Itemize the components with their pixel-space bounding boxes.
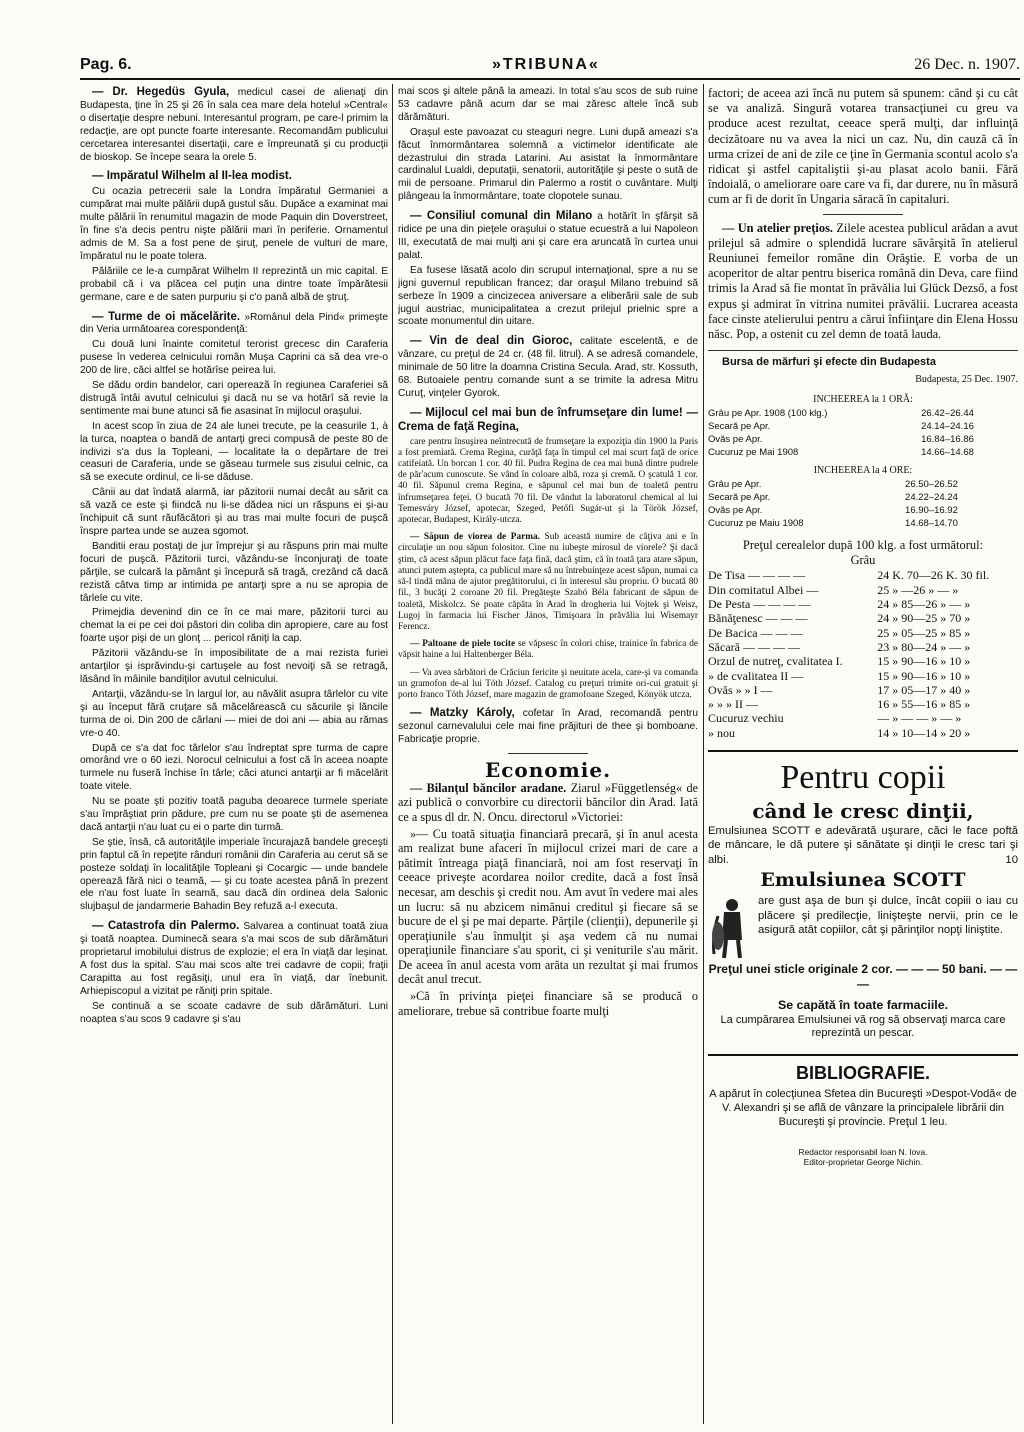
ad-description: are gust aşa de bun şi dulce, încât copiii o iau cu plăcere şi predilecţie, linişteşte nervii, prin ce le asigură atât copiilor, cât şi părinţilor nopţi liniştite. xyxy=(708,894,1018,937)
table-row: Secară pe Apr. 24.22–24.24 xyxy=(708,492,958,504)
imprint xyxy=(708,1147,1018,1167)
bursa-table-2 xyxy=(708,478,1018,530)
column-divider-2 xyxy=(703,84,704,1424)
article-turme: — Turme de oi măcelărite. »Românul dela Pind« primeşte din Veria următoarea corespondenţă: xyxy=(80,310,388,336)
turme-p2: Se dădu ordin bandelor, cari operează în regiunea Caraferiei să distrugă întâi avutul celnicului şi dacă nu se va hotărî să revie la sentimente mai bune atunci să fie asasinat în mijlocul oraşului. xyxy=(80,380,388,417)
bursa-close-2: INCHEEREA la 4 ORE: xyxy=(813,464,913,476)
bursa-table-1 xyxy=(708,407,1018,459)
bursa-close-1: INCHEEREA la 1 ORĂ: xyxy=(813,393,913,405)
column-3 xyxy=(708,86,1018,1426)
article-palermo: — Catastrofa din Palermo. Salvarea a continuat toată ziua şi toată noaptea. Duminecă seara s'a mai scos de sub dărămături proprietarul imobilului distrus de explozie; el era în viaţă dar leşinat. A fost dus la spital. S'au mai scos alte trei cadavre de copii; fraţii Carapitta au fost regăsiţi, unul era în viaţă, dar înebunit. Arhiepiscopul a vizitat pe răniţi prin spitale. xyxy=(80,920,388,997)
page-header xyxy=(80,56,1020,80)
ad-subtitle: când le cresc dinţii, xyxy=(752,799,974,824)
table-row: Săcară — — — — 23 » 80—24 » — » xyxy=(708,639,971,654)
article-crema: care pentru însuşirea neîntrecută de frumseţare la expoziţia din 1900 la Paris a fost premiată. Crema Regina, curăţă faţa în timpul cel mai scurt faţă de orice catifeiată. Un borcan 1 cor. 40 fil. Pudra Regina de cea mai bună dintre pudrele de păr'acum cunoscute. Se vând în coloare albă, roza şi cremă. O şcatulă 1 cor. 40 fil. Săpunul crema Regina, e săpunul cel mai bun de toaletă pentru înfrumseţarea feţei. O bucată 70 fil. De vândut la laboratorul chemical al lui Temesváry József, apotecar, Szeged, Petőfi Sugár-ut şi la Török József, apotecar, Budapest, Király-utcza. xyxy=(398,436,698,526)
article-craciun: — Va avea sărbători de Crăciun fericite şi neuitate acela, care-şi va comanda un gramofon de-al lui Tóth József. Catalog cu preţuri trimite ori-cui gratuit şi porto franco Tóth József, mare magazin de gramofoane Szeged, Könyök utcza. xyxy=(398,667,698,700)
column-2 xyxy=(398,86,698,1426)
article-wilhelm-p2: Pălăriile ce le-a cumpărat Wilhelm II reprezintă un mic capital. E probabil că i va plăcea cel puţin una dintre toate împărătesii germane, care e de saten purpuriu şi c'o pană albă de ştruţ. xyxy=(80,265,388,303)
article-wilhelm-title: — Impăratul Wilhelm al II-lea modist. xyxy=(92,170,292,183)
bursa-section xyxy=(708,350,1018,530)
table-row: De Pesta — — — — 24 » 85—26 » — » xyxy=(708,597,971,612)
column-divider-1 xyxy=(392,84,393,1424)
turme-p10: Nu se poate şti pozitiv toată paguba deoarece turmele speriate s'au împrăştiat prin pădure, pre cum nu se poate şti de asemenea dacă antarţii n'au luat cu ei o parte din turmă. xyxy=(80,796,388,833)
table-row: Secară pe Apr. 24.14–24.16 xyxy=(708,420,974,432)
bursa-date: Budapesta, 25 Dec. 1907. xyxy=(915,374,1018,386)
table-row: Ovăs pe Apr. 16.90–16.92 xyxy=(708,505,958,517)
table-row: Cucuruz vechiu — » — — » — » xyxy=(708,711,962,726)
bilant-p3: »Că în privinţa pieţei financiare să se producă o ameliorare, trebue să contribue foarte mulţi xyxy=(398,989,698,1018)
cereale-sub: Grâu xyxy=(850,553,876,568)
ad-price: Preţul unei sticle originale 2 cor. — — — 50 bani. — — — xyxy=(708,962,1018,992)
palermo-p2: Se continuă a se scoate cadavre de sub dărămături. Luni noaptea s'au scos 9 cadavre şi s'au xyxy=(80,1000,388,1025)
economie-heading: Economie. xyxy=(484,757,612,782)
turme-p4: Cânii au dat îndată alarmă, iar păzitorii numai decât au sărit ca să vază ce este şi fiindcă nu li-se dădea nici un răspuns ei şi-au închipuit că sunt răufăcători şi au tras mai multe focuri de puşcă înspre partea unde se auzea sgomot. xyxy=(80,487,388,537)
cereale-table xyxy=(708,568,1018,740)
cereale-title: Preţul cerealelor după 100 klg. a fost următorul: xyxy=(742,538,984,553)
ad-foot: La cumpărarea Emulsiunei vă rog să observaţi marca care reprezintă un pescar. xyxy=(720,1013,1006,1039)
ad-body: Emulsiunea SCOTT e adevărată uşurare, căci le face poftă de mâncare, le dă putere şi sănătate şi dinţii le cresc tari şi albi. 10 xyxy=(708,825,1018,866)
scott-advertisement xyxy=(708,750,1018,1040)
table-row: Bănăţenesc — — — 24 » 90—25 » 70 » xyxy=(708,611,971,626)
table-row: » » » II — 16 » 55—16 » 85 » xyxy=(708,697,971,712)
ad-title: Pentru copii xyxy=(780,759,946,797)
bibliografie-heading: BIBLIOGRAFIE. xyxy=(708,1054,1018,1081)
ad-brand: Emulsiunea SCOTT xyxy=(760,869,966,892)
milano-p2: Ea fusese lăsată acolo din scrupul internaţional, spre a nu se jigni guvernul republican francez; dar oraşul Milano trebuind să serbeze în 1909 a cincizecea aniversare a eliberării sale de sub jugul austriac, municipalitatea a crezut prilejul prielnic spre a scoate monumentul din uitare. xyxy=(398,264,698,328)
table-row: De Bacica — — — 25 » 05—25 » 85 » xyxy=(708,625,971,640)
table-row: » de cvalitatea II — 15 » 90—16 » 10 » xyxy=(708,668,971,683)
table-row: Grâu pe Apr. 1908 (100 klg.) 26.42–26.44 xyxy=(708,407,974,419)
article-crema-title: — Mijlocul cel mai bun de înfrumseţare din lume! — Crema de faţă Regina, xyxy=(398,406,698,433)
article-hegedus: — Dr. Hegedüs Gyula, medicul casei de alienaţi din Budapesta, ţine în 25 şi 26 în sala cea mare dela hotelul »Central« o disertaţie despre nebuni. Interesantul program, pe care-l primim la redacţie, are opt puncte foarte interesante. Recomandăm publicului cercetarea interesantei disertaţii, care e împreunată şi cu producţii de bioskop. Se începe seara la orele 5. xyxy=(80,86,388,163)
bilant-cont: factori; de aceea azi încă nu putem să spunem: când şi cu cât se va analiză. Singură votarea transacţiunei cu greu va produce acest rezultat, ceeace speră mulţi, dar influinţă decizătoare nu va avea la nici un caz. Nu, din cauză că în urma crizei de ani de zile ce ţine în Germania scontul acolo s'a ridicat şi astfel capitaliştii şi-au plasat acolo banii. Fără îndoială, o ameliorare oare care va fi, dar durere, nu în măsură cum ar fi de dorit în Ungaria săracă în capitaluri. xyxy=(708,86,1018,207)
article-gioroc: — Vin de deal din Gioroc, calitate escelentă, e de vânzare, cu preţul de 24 cr. (48 fil. litrul). A se adresă comandele, minimale de 50 litre la doamna Cristina Secula. Arad, str. Kossuth, 68. Butoaiele pentru comande sunt a se trimite la adresa Mitru Curuţ, vinţeler Gyorok. xyxy=(398,335,698,399)
table-row: Din comitatul Albei — 25 » —26 » — » xyxy=(708,582,959,597)
table-row: Cucuruz pe Maiu 1908 14.68–14.70 xyxy=(708,518,958,530)
table-row: Orzul de nutreţ, cvalitatea I. 15 » 90—16 » 10 » xyxy=(708,654,971,669)
article-wilhelm-p1: Cu ocazia petrecerii sale la Londra împăratul Germaniei a cumpărat mai multe pălării după gustul său. Dupăce a examinat mai multe pălării în renumitul magazin de mode Paquin din Doverstreet, în fine s'a decis pentru nişte pălării mari în periferie. Ornamentul admis de M. Sa a fost pene de şiruţ, penele de vulturi de mare, împăratul nu le poate tolera. xyxy=(80,186,388,262)
article-bilant: — Bilanţul băncilor aradane. Ziarul »Függetlenség« de azi publică o convorbire cu directorii băncilor din Arad. Iată ce a spus dl dr. N. Oncu. directorul »Victoriei: xyxy=(398,780,698,824)
section-separator xyxy=(508,753,588,754)
turme-p5: Banditii erau postaţi de jur împrejur şi au răspuns prin mai multe focuri de puşcă. Păzitorii turci, văzându-se înconjuraţi de toate părţile, se culcară la pământ şi începură să tragă, crezând că dacă rezistă câtva timp ar intimida pe antarţi spre a nu se apropia de târlele cu vite. xyxy=(80,540,388,604)
article-paltoane: — Paltoane de piele tocite se văpsesc în colori chise, trainice în fabrica de văpsit haine a lui Haltenberger Béla. xyxy=(398,639,698,661)
ad-where: Se capătă în toate farmaciile. xyxy=(777,998,949,1013)
bilant-p2: »— Cu toată situaţia financiară precară, şi în anul acesta am realizat bune afaceri în mijlocul crizei mari de care a pătimit întreaga piaţă financiară, noi am fost reservaţi în ceeace priveşte acordarea noilor credite, dacă a fost însă necesar, am deschis şi credit nou. Am avut în vedere mai ales un lucru: să nu abzicem nimănui creditul şi fiecare să se bucure de el şi pe mai departe. Părţile (clienţii), depunerile şi operaţiunile s'au înmulţit şi aşa vedem că nu numai operaţiunile financiare s'au sporit, ci şi veniturile s'au mărit. De aceea în anul acesta vom arăta un rezultat şi mai frumos decât anul trecut. xyxy=(398,826,698,987)
newspaper-title: »TRIBUNA« xyxy=(492,56,600,73)
turme-p3: In acest scop în ziua de 24 ale lunei trecute, pe la ceasurile 1, à la turca, noaptea o bandă de antarţi greci compusă de peste 80 de indivizi s'a dus la Topleani, — localitate la o depărtare de trei ceasuri de Caraferia, unde se găseau turmele sus zisului celnic, ca să se execute ordinul, ce li-se dăduse. xyxy=(80,420,388,484)
turme-p7: Păzitorii văzându-se în imposibilitate de a mai rezista furiei antarţilor şi isprăvindu-şi cartuşele au fost nevoiţi să se retragă, lăsând în mâinile bandiţilor avutul celnicului. xyxy=(80,648,388,685)
section-separator xyxy=(823,214,903,215)
table-row: Cucuruz pe Mai 1908 14.66–14.68 xyxy=(708,446,974,458)
header-rule xyxy=(80,78,1020,80)
fisherman-icon xyxy=(708,896,752,960)
bibliografie-body: A apărut în colecţiunea Sfetea din Bucureşti »Despot-Vodă« de V. Alexandri şi se află de vânzare la principalele librării din Bucureşti şi provincie. Preţul 1 leu. xyxy=(709,1087,1017,1128)
page-number: Pag. 6. xyxy=(80,56,132,73)
column-1 xyxy=(80,86,388,1426)
imprint-owner: Editor-proprietar George Nichin. xyxy=(803,1156,923,1167)
turme-p9: După ce s'a dat foc târlelor s'au îndreptat spre turma de capre omorând vre o 60 iezi. Norocul celnicului a fost că în aceea noapte turmele nu fuseră închise în târle; căci atunci antarţii ar fi măcelărit toate vitele. xyxy=(80,742,388,793)
bursa-title: Bursa de mărfuri şi efecte din Budapesta xyxy=(722,356,936,369)
table-row: Ovăs » » I — 17 » 05—17 » 40 » xyxy=(708,682,971,697)
article-sapun: — Săpun de viorea de Parma. Sub această numire de câţiva ani e în circulaţie un nou săpun folositor. Cine nu iubeşte mirosul de viorele? Şi dacă ştim, că acest săpun plăcut face faţa fină, dacă ştim, că în toată ţara atare săpun, atunci putem aştepta, ca publicul mare să nu întrebuinţeze acest săpun, numai ca să-l tindă mâna de ajutor pregătitorului, ci în interesul său propriu. O bucată 80 fil., 3 bucăţi 2 coroane 20 fil. Pregăteşte Szabó Béla fabricant de săpun de toaletă, Miskolcz. Se poate căpăta în Arad în drogheria lui Vojtek şi Weisz, Lugoj în farmacia lui Fischer János, Timişoara în prăvălia lui Wisemayr Ferencz. xyxy=(398,532,698,632)
issue-date: 26 Dec. n. 1907. xyxy=(914,56,1020,73)
article-atelier: — Un atelier preţios. Zilele acestea publicul arădan a avut prilejul să admire o splendidă lucrare săvârşită în atelierul Reuniunei femeilor române din Orăştie. E vorba de un acoperitor de altar pentru biserica română din Deva, care fiind trimis la Arad să fie montat în prăvălia lui Glück Dezső, a fost expus şi admirat în vitrina numitei prăvălii. Lucrarea aceasta face cinste atelierului pentru a cărui înfiinţare din Elena Hossu născ. Pop, a ostenit cu zel demn de toată lauda. xyxy=(708,220,1018,342)
turme-p11: Se ştie, însă, că autorităţile imperiale încurajază bandele greceşti prin faptul că în repeţite rânduri românii din Caraferia au cerut să se posteze soldaţi în localităţile Topleani şi Cocargic — unde bandele operează fără nici o teamă, — şi cu toate acestea până în prezent ele n'au fost luate în seamă, sau dacă din ordinea dela Salonic slujbaşul de jandarmerie Bahadin Bey refuză a-l executa. xyxy=(80,836,388,913)
palermo-cont-p1: mai scos şi altele până la ameazi. In total s'au scos de sub ruine 53 cadavre până acum dar se mai zăresc altele încă sub dărămături. xyxy=(398,86,698,123)
turme-p1: Cu două luni înainte comitetul terorist grecesc din Caraferia pusese în vederea celnicului român Muşa Caprini ca să dea vre-o 200 de lire, căci altfel se hotărîse peirea lui. xyxy=(80,339,388,377)
turme-p8: Antarţii, văzându-se în largul lor, au năvălit asupra târlelor cu vite şi au început fără cruţare să măcelărească cu săcurile şi lăncile turma de oi. Din 200 de cârlani — miei de doi ani — abia au rămas vre-o 40. xyxy=(80,688,388,739)
table-row: Ovăs pe Apr. 16.84–16.86 xyxy=(708,433,974,445)
turme-p6: Primejdia devenind din ce în ce mai mare, păzitorii turci au chemat la ei pe cei doi păstori din coliba din apropiere, care au fost foarte uşor pişi de un glonţ ... pericol răniţi la cap. xyxy=(80,607,388,645)
article-matzky: — Matzky Károly, cofetar în Arad, recomandă pentru sezonul carnevalului cele mai fine prăjituri de thee şi bomboane. Fabricaţie proprie. xyxy=(398,707,698,745)
article-milano: — Consiliul comunal din Milano a hotărît în şfârşit să ridice pe una din pieţele oraşului o statue ecuestră a lui Napoleon III, executată de mai mulţi ani şi care era aruncată în curtea unui palat. xyxy=(398,210,698,261)
table-row: De Tisa — — — — 24 K. 70—26 K. 30 fil. xyxy=(708,568,990,583)
imprint-editor: Redactor responsabil Ioan N. Iova. xyxy=(798,1146,928,1157)
palermo-cont-p2: Oraşul este pavoazat cu steaguri negre. Luni după ameazi s'a făcut înmormântarea solemnă a victimelor identificate ale dezastrului din strada Latarini. Au asistat la înmormântare cardinalul Lualdi, deputaţii, senatorii, autorităţile şi peste o sută de mii de persoane. Primarul din Palermo a rostit o cuvântare. Mulţi plângeau la înmormântare, toate clopotele sunau. xyxy=(398,126,698,203)
table-row: » nou 14 » 10—14 » 20 » xyxy=(708,725,971,740)
table-row: Grâu pe Apr. 26.50–26.52 xyxy=(708,479,958,491)
